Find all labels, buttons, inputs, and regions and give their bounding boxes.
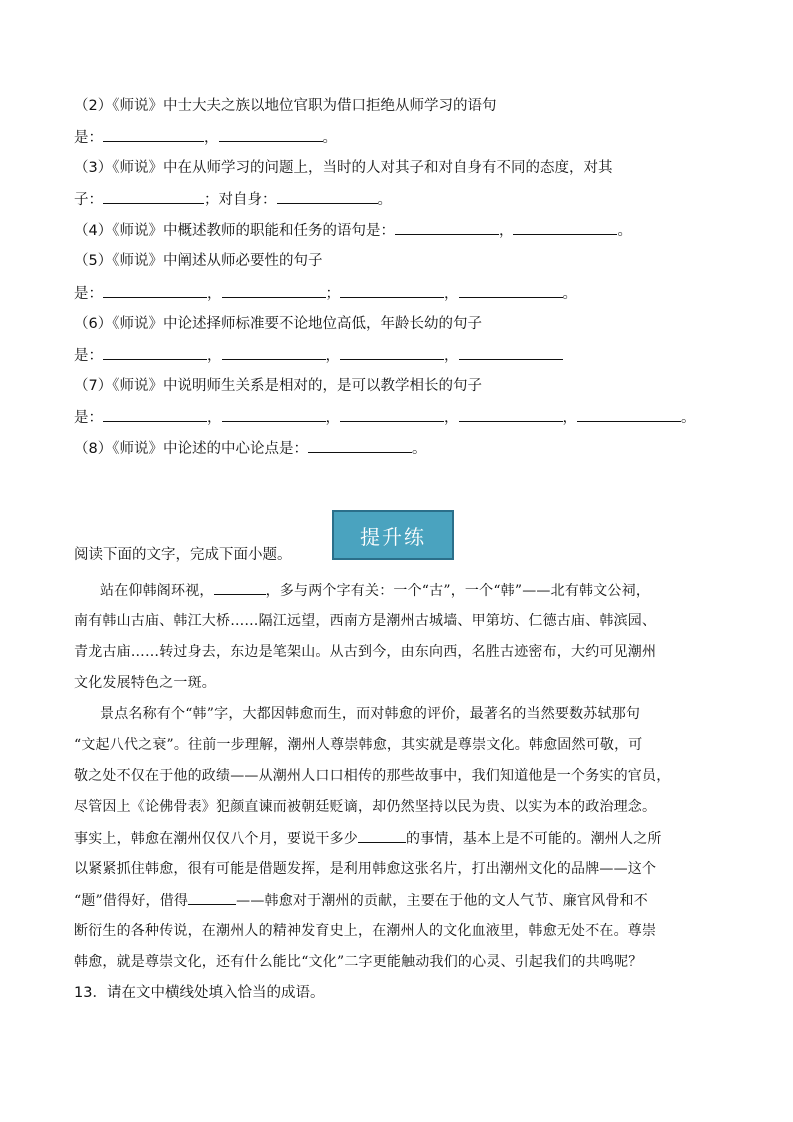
passage-text: 青龙古庙……转过身去，东边是笔架山。从古到今，由东向西，名胜古迹密布，大约可见潮州 xyxy=(74,644,657,660)
answer-blank[interactable] xyxy=(340,407,444,422)
passage-text: 景点名称有个“韩”字，大都因韩愈而生，而对韩愈的评价，最著名的当然要数苏轼那句 xyxy=(100,706,641,722)
passage-text: 南有韩山古庙、韩江大桥……隔江远望，西南方是潮州古城墙、甲第坊、仁德古庙、韩滨园、 xyxy=(74,613,657,629)
passage-text: 事实上，韩愈在潮州仅仅八个月，要说干多少 xyxy=(74,831,358,847)
question-text: （3）《师说》中在从师学习的问题上，当时的人对其子和对自身有不同的态度，对其 xyxy=(74,160,613,176)
reading-instruction xyxy=(74,545,292,565)
passage-line xyxy=(74,828,662,849)
answer-blank[interactable] xyxy=(214,580,266,595)
passage-line xyxy=(74,735,643,755)
answer-blank[interactable] xyxy=(577,407,681,422)
passage-line xyxy=(74,890,648,911)
punctuation: ， xyxy=(207,348,222,364)
punctuation: ， xyxy=(444,348,459,364)
passage-line xyxy=(74,673,216,693)
section-badge xyxy=(332,510,454,560)
passage-line xyxy=(74,766,670,786)
punctuation: ， xyxy=(444,410,459,426)
instruction-text: 阅读下面的文字，完成下面小题。 xyxy=(74,547,292,563)
question-5-prompt xyxy=(74,251,322,271)
question-text: （6）《师说》中论述择师标准要不论地位高低，年龄长幼的句子 xyxy=(74,316,482,332)
passage-text: 以紧紧抓住韩愈，很有可能是借题发挥，是利用韩愈这张名片，打出潮州文化的品牌——这个 xyxy=(74,861,657,877)
answer-blank[interactable] xyxy=(188,890,236,905)
passage-text: 站在仰韩阁环视， xyxy=(100,583,214,599)
answer-blank[interactable] xyxy=(222,407,326,422)
passage-line xyxy=(74,921,656,941)
answer-lead: 是： xyxy=(74,348,103,364)
answer-blank[interactable] xyxy=(513,220,617,235)
answer-blank[interactable] xyxy=(308,438,412,453)
answer-blank[interactable] xyxy=(222,283,326,298)
answer-lead: 是： xyxy=(74,130,103,146)
question-2-prompt xyxy=(74,96,496,116)
question-text: 13．请在文中横线处填入恰当的成语。 xyxy=(74,985,325,1001)
passage-line xyxy=(74,611,656,631)
passage-text: 韩愈，就是尊崇文化，还有什么能比“文化”二字更能触动我们的心灵、引起我们的共鸣呢？ xyxy=(74,954,643,970)
punctuation: ， xyxy=(325,410,340,426)
answer-blank[interactable] xyxy=(459,407,563,422)
answer-blank[interactable] xyxy=(103,283,207,298)
question-6-prompt xyxy=(74,314,482,334)
question-text: （7）《师说》中说明师生关系是相对的，是可以教学相长的句子 xyxy=(74,378,482,394)
question-5-answer-line xyxy=(74,283,577,304)
answer-lead: 是： xyxy=(74,286,103,302)
answer-lead: ；对自身： xyxy=(204,192,277,208)
question-7-answer-line xyxy=(74,407,696,428)
question-3-answer-line xyxy=(74,189,392,210)
punctuation: ； xyxy=(325,286,340,302)
question-13 xyxy=(74,983,324,1003)
answer-blank[interactable] xyxy=(459,345,563,360)
punctuation: ， xyxy=(562,410,577,426)
punctuation: ， xyxy=(207,410,222,426)
question-7-prompt xyxy=(74,376,482,396)
answer-blank[interactable] xyxy=(459,283,563,298)
answer-lead: 子： xyxy=(74,192,103,208)
answer-blank[interactable] xyxy=(103,407,207,422)
question-text: （5）《师说》中阐述从师必要性的句子 xyxy=(74,253,323,269)
passage-text: “题”借得好，借得 xyxy=(74,893,189,909)
answer-blank[interactable] xyxy=(277,189,378,204)
punctuation: ， xyxy=(204,130,219,146)
question-text: （2）《师说》中士大夫之族以地位官职为借口拒绝从师学习的语句 xyxy=(74,98,497,114)
passage-line xyxy=(74,952,643,972)
passage-text: 尽管因上《论佛骨表》犯颜直谏而被朝廷贬谪，却仍然坚持以民为贵、以实为本的政治理念。 xyxy=(74,799,657,815)
punctuation: 。 xyxy=(617,223,632,239)
passage-text: “文起八代之衰”。往前一步理解，潮州人尊崇韩愈，其实就是尊崇文化。韩愈固然可敬，可 xyxy=(74,737,643,753)
passage-text: 文化发展特色之一斑。 xyxy=(74,675,216,691)
punctuation: ， xyxy=(444,286,459,302)
question-text: （8）《师说》中论述的中心论点是： xyxy=(74,441,308,457)
section-badge-label: 提升练 xyxy=(360,524,426,549)
answer-blank[interactable] xyxy=(219,127,323,142)
question-text: （4）《师说》中概述教师的职能和任务的语句是： xyxy=(74,223,395,239)
passage-line xyxy=(100,580,650,601)
question-3-prompt xyxy=(74,158,612,178)
question-4-answer-line xyxy=(74,220,632,241)
punctuation: 。 xyxy=(322,130,337,146)
passage-text: 断衍生的各种传说，在潮州人的精神发育史上，在潮州人的文化血液里，韩愈无处不在。尊崇 xyxy=(74,923,657,939)
passage-line xyxy=(100,704,640,724)
question-8-answer-line xyxy=(74,438,426,459)
passage-text: 的事情，基本上是不可能的。潮州人之所 xyxy=(406,831,662,847)
question-2-answer-line xyxy=(74,127,337,148)
answer-blank[interactable] xyxy=(340,345,444,360)
answer-blank[interactable] xyxy=(358,828,406,843)
punctuation: ， xyxy=(207,286,222,302)
answer-blank[interactable] xyxy=(103,345,207,360)
punctuation: ， xyxy=(325,348,340,364)
punctuation: 。 xyxy=(377,192,392,208)
passage-line xyxy=(74,642,656,662)
answer-lead: 是： xyxy=(74,410,103,426)
answer-blank[interactable] xyxy=(103,127,204,142)
punctuation: 。 xyxy=(411,441,427,457)
passage-text: ——韩愈对于潮州的贡献，主要在于他的文人气节、廉官风骨和不 xyxy=(236,893,648,909)
passage-line xyxy=(74,797,656,817)
passage-text: 敬之处不仅在于他的政绩——从潮州人口口相传的那些故事中，我们知道他是一个务实的官员， xyxy=(74,768,671,784)
answer-blank[interactable] xyxy=(222,345,326,360)
punctuation: 。 xyxy=(681,410,696,426)
passage-text: ，多与两个字有关：一个“古”，一个“韩”——北有韩文公祠， xyxy=(265,583,651,599)
answer-blank[interactable] xyxy=(340,283,444,298)
punctuation: 。 xyxy=(562,286,577,302)
punctuation: ， xyxy=(498,223,514,239)
question-6-answer-line xyxy=(74,345,563,366)
answer-blank[interactable] xyxy=(395,220,499,235)
passage-line xyxy=(74,859,656,879)
answer-blank[interactable] xyxy=(103,189,204,204)
